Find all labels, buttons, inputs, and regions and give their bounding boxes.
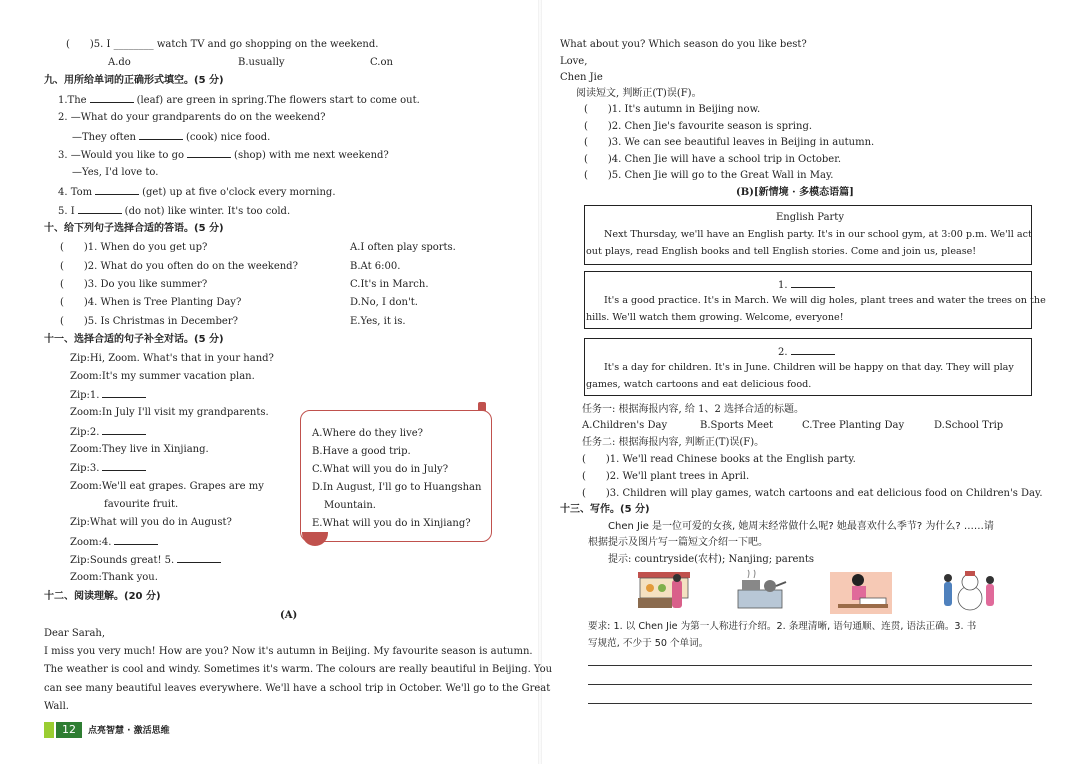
- sec9-item-3b: —Yes, I'd love to.: [72, 167, 159, 178]
- sec9-item-2b-post: (cook) nice food.: [185, 132, 271, 143]
- dialogue-line-13: Zoom:Thank you.: [70, 572, 158, 583]
- poster2-number: 1.: [778, 280, 788, 291]
- requirement-line-1: 要求: 1. 以 Chen Jie 为第一人称进行介绍。2. 条理清晰, 语句通顺、连贯, 语法正确。3. 书: [588, 621, 977, 632]
- task-2-title: 任务二: 根据海报内容, 判断正(T)误(F)。: [582, 437, 765, 448]
- writing-line[interactable]: [588, 665, 1032, 666]
- poster3-number: 2.: [778, 347, 788, 358]
- footer-accent: [44, 722, 54, 738]
- section-11-title: 十一、选择合适的句子补全对话。(5 分): [44, 334, 224, 345]
- sec10-question-5: ( )5. Is Christmas in December?: [60, 316, 238, 327]
- dialogue-line-2: Zoom:It's my summer vacation plan.: [70, 371, 255, 382]
- dialogue-line-3-text: Zip:1.: [70, 390, 100, 401]
- tf-item-1: ( )1. It's autumn in Beijing now.: [584, 104, 761, 115]
- poster2-line-1: It's a good practice. It's in March. We will dig holes, plant trees and water the trees on the: [604, 295, 1046, 306]
- answer-blank[interactable]: [177, 553, 221, 563]
- q5-option-b: B.usually: [238, 57, 285, 68]
- dialogue-line-5-text: Zip:2.: [70, 427, 100, 438]
- sec9-item-3-post: (shop) with me next weekend?: [234, 150, 389, 161]
- sec10-question-1: ( )1. When do you get up?: [60, 242, 208, 253]
- letter-closing: Love,: [560, 56, 588, 67]
- dialogue-line-4: Zoom:In July I'll visit my grandparents.: [70, 407, 269, 418]
- sec10-question-3: ( )3. Do you like summer?: [60, 279, 208, 290]
- task1-option-b: B.Sports Meet: [700, 420, 774, 431]
- tf-item-2: ( )2. Chen Jie's favourite season is spring.: [584, 121, 813, 132]
- sec9-item-4: [58, 185, 336, 200]
- dialogue-line-5: [70, 425, 149, 440]
- option-b: B.Have a good trip.: [312, 446, 411, 457]
- letter-line-2: The weather is cool and windy. Sometimes it's warm. The colours are really beautiful in Beijing. You: [44, 664, 553, 675]
- letter-signature: Chen Jie: [560, 72, 603, 83]
- q5-line: ( )5. I ________ watch TV and go shopping on the weekend.: [66, 39, 379, 50]
- sec9-item-5-post: (do not) like winter. It's too cold.: [124, 206, 291, 217]
- sec9-item-4-post: (get) up at five o'clock every morning.: [142, 187, 336, 198]
- answer-blank[interactable]: [95, 185, 139, 195]
- answer-blank[interactable]: [791, 278, 835, 288]
- answer-blank[interactable]: [187, 148, 231, 158]
- tf-item-3: ( )3. We can see beautiful leaves in Beijing in autumn.: [584, 137, 875, 148]
- section-13-title: 十三、写作。(5 分): [560, 504, 650, 515]
- writing-line[interactable]: [588, 703, 1032, 704]
- task2-item-2: ( )2. We'll plant trees in April.: [582, 471, 750, 482]
- dialogue-line-8: Zoom:We'll eat grapes. Grapes are my: [70, 481, 264, 492]
- right-page: [540, 0, 1080, 764]
- answer-blank[interactable]: [102, 425, 146, 435]
- answer-blank[interactable]: [102, 388, 146, 398]
- answer-blank[interactable]: [139, 130, 183, 140]
- tf-item-5: ( )5. Chen Jie will go to the Great Wall in May.: [584, 170, 834, 181]
- writing-prompt-2: 根据提示及图片写一篇短文介绍一下吧。: [588, 537, 768, 548]
- letter-question: What about you? Which season do you like best?: [560, 39, 807, 50]
- q5-option-c: C.on: [370, 57, 393, 68]
- picture-cooking-icon: [732, 568, 790, 614]
- sec9-item-1-post: (leaf) are green in spring.The flowers start to come out.: [136, 95, 420, 106]
- task1-option-d: D.School Trip: [934, 420, 1004, 431]
- dialogue-line-12-text: Zip:Sounds great! 5.: [70, 555, 175, 566]
- part-a-label: (A): [280, 610, 298, 621]
- sec10-answer-d: D.No, I don't.: [350, 297, 418, 308]
- poster2-title: [778, 278, 838, 293]
- dialogue-line-3: [70, 388, 149, 403]
- section-12-title: 十二、阅读理解。(20 分): [44, 591, 161, 602]
- sec10-answer-b: B.At 6:00.: [350, 261, 401, 272]
- sec9-item-2: 2. —What do your grandparents do on the weekend?: [58, 112, 326, 123]
- picture-reading-icon: [830, 568, 892, 614]
- poster1-line-2: out plays, read English books and tell English stories. Come and join us, please!: [586, 246, 977, 257]
- answer-blank[interactable]: [90, 93, 134, 103]
- sec10-question-2: ( )2. What do you often do on the weekend?: [60, 261, 298, 272]
- sec9-item-2b-pre: —They often: [72, 132, 136, 143]
- dialogue-line-7: [70, 461, 149, 476]
- sec9-item-3-pre: 3. —Would you like to go: [58, 150, 185, 161]
- option-a: A.Where do they live?: [312, 428, 424, 439]
- answer-blank[interactable]: [791, 345, 835, 355]
- task2-item-1: ( )1. We'll read Chinese books at the English party.: [582, 454, 856, 465]
- dialogue-line-6: Zoom:They live in Xinjiang.: [70, 444, 209, 455]
- picture-market-icon: [636, 568, 692, 614]
- tf-title: 阅读短文, 判断正(T)误(F)。: [576, 88, 702, 99]
- sec10-answer-e: E.Yes, it is.: [350, 316, 406, 327]
- sec9-item-2b: [72, 130, 270, 145]
- sec9-item-4-pre: 4. Tom: [58, 187, 93, 198]
- writing-line[interactable]: [588, 684, 1032, 685]
- poster3-title: [778, 345, 838, 360]
- sec9-item-3: [58, 148, 389, 163]
- option-d-cont: Mountain.: [324, 500, 376, 511]
- answer-blank[interactable]: [78, 204, 122, 214]
- sec10-answer-c: C.It's in March.: [350, 279, 429, 290]
- task1-option-c: C.Tree Planting Day: [802, 420, 905, 431]
- letter-line-4: Wall.: [44, 701, 69, 712]
- sec9-item-5: [58, 204, 290, 219]
- sec10-answer-a: A.I often play sports.: [350, 242, 456, 253]
- footer-slogan: 点亮智慧 · 激活思维: [88, 726, 170, 736]
- option-c: C.What will you do in July?: [312, 464, 449, 475]
- letter-line-3: can see many beautiful leaves everywhere. We'll have a school trip in October. We'll go to the Great: [44, 683, 551, 694]
- section-9-title: 九、用所给单词的正确形式填空。(5 分): [44, 75, 224, 86]
- answer-blank[interactable]: [114, 535, 158, 545]
- poster3-line-2: games, watch cartoons and eat delicious food.: [586, 379, 812, 390]
- dialogue-line-9: favourite fruit.: [104, 499, 179, 510]
- sec9-item-1-pre: 1.The: [58, 95, 87, 106]
- requirement-line-2: 写规范, 不少于 50 个单词。: [588, 638, 709, 649]
- scallop-decoration: [302, 532, 328, 546]
- dialogue-line-1: Zip:Hi, Zoom. What's that in your hand?: [70, 353, 274, 364]
- answer-blank[interactable]: [102, 461, 146, 471]
- dialogue-line-11-text: Zoom:4.: [70, 537, 112, 548]
- part-b-label: (B)[新情境 · 多模态语篇]: [736, 187, 854, 198]
- option-d: D.In August, I'll go to Huangshan: [312, 482, 482, 493]
- sec10-question-4: ( )4. When is Tree Planting Day?: [60, 297, 242, 308]
- picture-snowman-icon: [938, 568, 1000, 614]
- option-e: E.What will you do in Xinjiang?: [312, 518, 471, 529]
- poster3-line-1: It's a day for children. It's in June. Children will be happy on that day. They will play: [604, 362, 1014, 373]
- page-number: 12: [56, 722, 82, 738]
- letter-line-1: I miss you very much! How are you? Now it's autumn in Beijing. My favourite season is autumn.: [44, 646, 533, 657]
- sec9-item-1: [58, 93, 420, 108]
- task-1-title: 任务一: 根据海报内容, 给 1、2 选择合适的标题。: [582, 404, 804, 415]
- tf-item-4: ( )4. Chen Jie will have a school trip in October.: [584, 154, 842, 165]
- dialogue-line-12: [70, 553, 224, 568]
- poster1-title: English Party: [776, 212, 844, 223]
- poster2-line-2: hills. We'll watch them growing. Welcome, everyone!: [586, 312, 844, 323]
- sec9-item-5-pre: 5. I: [58, 206, 75, 217]
- q5-option-a: A.do: [108, 57, 131, 68]
- dialogue-line-11: [70, 535, 161, 550]
- task1-option-a: A.Children's Day: [582, 420, 668, 431]
- poster1-line-1: Next Thursday, we'll have an English party. It's in our school gym, at 3:00 p.m. We'll act: [604, 229, 1032, 240]
- task2-item-3: ( )3. Children will play games, watch cartoons and eat delicious food on Children's Day.: [582, 488, 1043, 499]
- writing-hint: 提示: countryside(农村); Nanjing; parents: [608, 554, 814, 565]
- dialogue-line-10: Zip:What will you do in August?: [70, 517, 232, 528]
- section-10-title: 十、给下列句子选择合适的答语。(5 分): [44, 223, 224, 234]
- writing-prompt-1: Chen Jie 是一位可爱的女孩, 她周末经常做什么呢? 她最喜欢什么季节? 为什么? ……请: [608, 521, 994, 532]
- dialogue-line-7-text: Zip:3.: [70, 463, 100, 474]
- letter-greeting: Dear Sarah,: [44, 628, 106, 639]
